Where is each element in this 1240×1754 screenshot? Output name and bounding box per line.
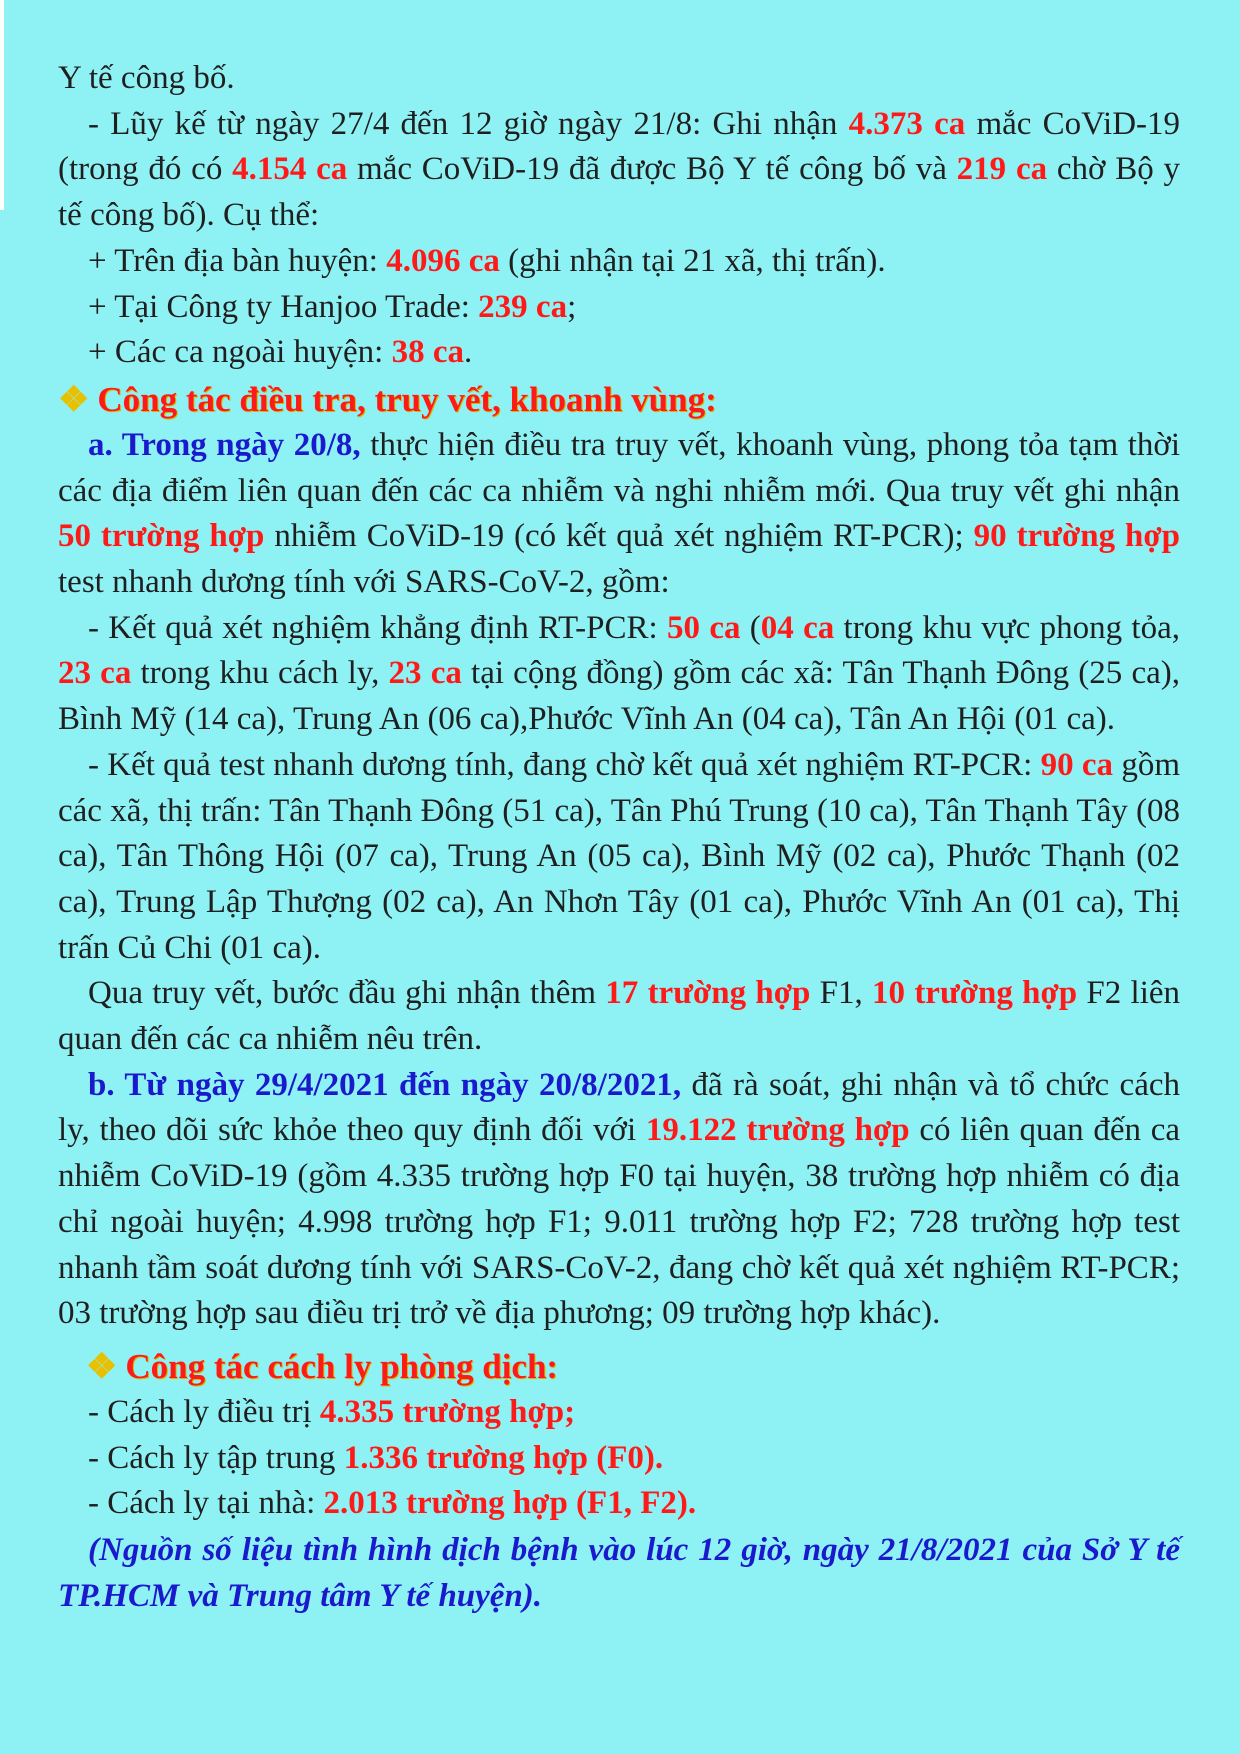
tracing-text-2: F1, [810, 975, 873, 1012]
treatment-count: 4.335 trường hợp; [319, 1393, 576, 1430]
paragraph-cumulative [58, 102, 1180, 239]
diamond-icon: ❖ [86, 1346, 118, 1386]
rtpcr-quarantine: 23 ca [58, 655, 132, 692]
outside-count: 38 ca [391, 334, 464, 371]
tracing-text-1: Qua truy vết, bước đầu ghi nhận thêm [88, 975, 606, 1012]
paragraph-a [58, 423, 1180, 606]
rtpcr-total: 50 ca [667, 609, 741, 646]
source-text: (Nguồn số liệu tình hình dịch bệnh vào lúc 12 giờ, ngày 21/8/2021 của Sở Y tế TP.HCM và Trung tâm Y tế huyện). [58, 1532, 1180, 1615]
document-body [58, 56, 1180, 1619]
rapid-total: 90 ca [1040, 746, 1114, 783]
outside-label: + Các ca ngoài huyện: [88, 334, 392, 371]
cumulative-pending: 219 ca [956, 151, 1048, 188]
district-label: + Trên địa bàn huyện: [88, 242, 387, 279]
left-white-strip [0, 0, 4, 210]
home-count: 2.013 trường hợp (F1, F2). [323, 1485, 697, 1522]
intro-tail-text: Y tế công bố. [58, 60, 235, 96]
district-count: 4.096 ca [386, 242, 500, 279]
section-heading-investigation [58, 376, 1180, 423]
rtpcr-text-1: ( [740, 609, 761, 646]
paragraph-a-text-1: thực hiện điều tra truy vết, khoanh vùng, phong tỏa tạm thời các địa điểm liên quan đến các ca nhiễm và nghi nhiễm mới. Qua truy vết ghi nhận [58, 426, 1181, 509]
paragraph-treatment [58, 1390, 1180, 1436]
district-note: (ghi nhận tại 21 xã, thị trấn). [499, 242, 886, 279]
home-label: - Cách ly tại nhà: [88, 1485, 324, 1522]
paragraph-b-lead: b. Từ ngày 29/4/2021 đến ngày 20/8/2021, [88, 1066, 682, 1103]
paragraph-b-text-1: đã rà soát, ghi nhận và tổ chức cách ly, theo dõi sức khỏe theo quy định đối với [58, 1066, 1180, 1149]
cumulative-text-1: - Lũy kế từ ngày 27/4 đến 12 giờ ngày 21/8: Ghi nhận [88, 105, 849, 142]
rtpcr-text-2: trong khu vực phong tỏa, [834, 609, 1180, 646]
paragraph-a-confirmed: 50 trường hợp [58, 518, 265, 555]
heading-quarantine-text: Công tác cách ly phòng dịch: [125, 1346, 559, 1386]
paragraph-b-text-2: có liên quan đến ca nhiễm CoViD-19 (gồm 4.335 trường hợp F0 tại huyện, 38 trường hợp nhiễm có địa chỉ ngoài huyện; 4.998 trường hợp F1; 9.011 trường hợp F2; 728 trường hợp test nhanh tầm soát dương tính với SARS-CoV-2, đang chờ kết quả xét nghiệm RT-PCR; 03 trường hợp sau điều trị trở về địa phương; 09 trường hợp khác). [58, 1112, 1181, 1332]
paragraph-home [58, 1481, 1180, 1527]
diamond-icon: ❖ [58, 379, 90, 419]
paragraph-b [58, 1063, 1180, 1337]
treatment-label: - Cách ly điều trị [88, 1393, 320, 1430]
rapid-label: - Kết quả test nhanh dương tính, đang chờ kết quả xét nghiệm RT-PCR: [88, 746, 1041, 783]
cumulative-text-2: mắc CoViD-19 (trong đó có [58, 105, 1181, 188]
rtpcr-label: - Kết quả xét nghiệm khẳng định RT-PCR: [88, 609, 668, 646]
paragraph-a-lead: a. Trong ngày 20/8, [88, 426, 361, 463]
paragraph-a-text-2: nhiễm CoViD-19 (có kết quả xét nghiệm RT-PCR); [264, 518, 974, 555]
cumulative-total: 4.373 ca [848, 105, 966, 142]
tracing-f1: 17 trường hợp [605, 975, 811, 1012]
outside-end: . [464, 334, 473, 371]
paragraph-a-text-3: test nhanh dương tính với SARS-CoV-2, gồm: [58, 564, 670, 601]
tracing-text-3: F2 liên quan đến các ca nhiễm nêu trên. [58, 975, 1181, 1058]
paragraph-tracing [58, 971, 1180, 1062]
paragraph-b-total: 19.122 trường hợp [645, 1112, 910, 1149]
rapid-text: gồm các xã, thị trấn: Tân Thạnh Đông (51 ca), Tân Phú Trung (10 ca), Tân Thạnh Tây (08 ca), Tân Thông Hội (07 ca), Trung An (05 ca), Bình Mỹ (02 ca), Phước Thạnh (02 ca), Trung Lập Thượng (02 ca), An Nhơn Tây (01 ca), Phước Vĩnh An (01 ca), Thị trấn Củ Chi (01 ca). [58, 746, 1180, 966]
cumulative-text-4: chờ Bộ y tế công bố). Cụ thể: [58, 151, 1181, 234]
rtpcr-lockdown: 04 ca [760, 609, 835, 646]
rtpcr-text-4: tại cộng đồng) gồm các xã: Tân Thạnh Đông (25 ca), Bình Mỹ (14 ca), Trung An (06 ca),Phước Vĩnh An (04 ca), Tân An Hội (01 ca). [58, 655, 1180, 738]
company-end: ; [567, 288, 577, 325]
source-note [58, 1527, 1180, 1619]
paragraph-rapid-test [58, 743, 1180, 972]
centralized-label: - Cách ly tập trung [88, 1439, 344, 1476]
centralized-count: 1.336 trường hợp (F0). [343, 1439, 664, 1476]
paragraph-intro-tail [58, 56, 1180, 102]
paragraph-district [58, 239, 1180, 285]
paragraph-rtpcr [58, 606, 1180, 743]
paragraph-centralized [58, 1436, 1180, 1482]
paragraph-a-rapid: 90 trường hợp [973, 518, 1180, 555]
cumulative-announced: 4.154 ca [232, 151, 348, 188]
rtpcr-community: 23 ca [388, 655, 462, 692]
company-count: 239 ca [478, 288, 568, 325]
paragraph-company [58, 285, 1180, 331]
cumulative-text-3: mắc CoViD-19 đã được Bộ Y tế công bố và [347, 151, 957, 188]
company-label: + Tại Công ty Hanjoo Trade: [88, 288, 479, 325]
tracing-f2: 10 trường hợp [872, 975, 1078, 1012]
heading-investigation-text: Công tác điều tra, truy vết, khoanh vùng: [97, 379, 717, 419]
paragraph-outside [58, 330, 1180, 376]
rtpcr-text-3: trong khu cách ly, [131, 655, 389, 692]
section-heading-quarantine [58, 1343, 1180, 1390]
